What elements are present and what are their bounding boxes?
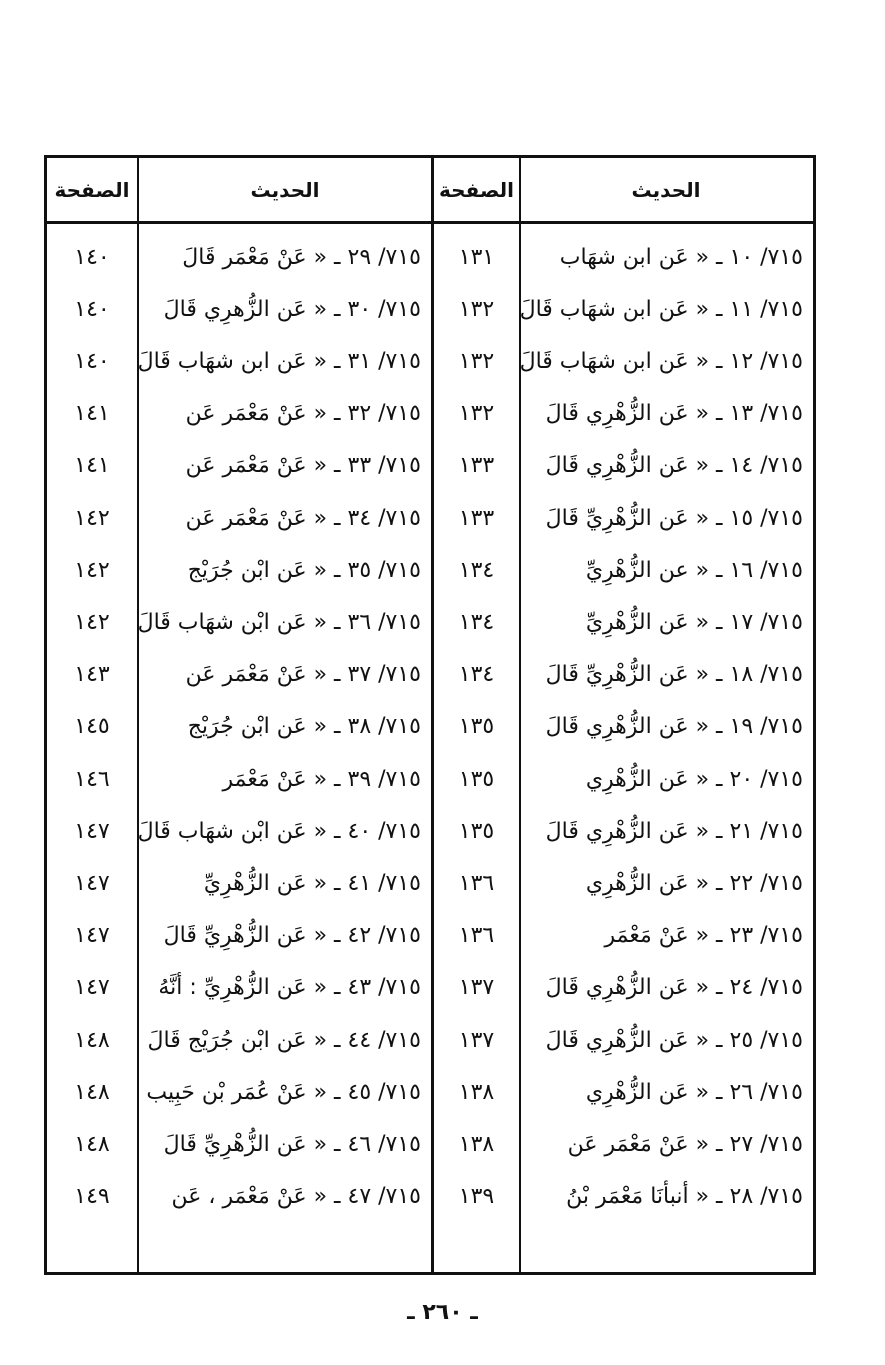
hadith-entry: ٧١٥/ ١٤ ـ « عَن الزُّهْرِي قَالَ: [545, 453, 803, 479]
hadith-entry: ٧١٥/ ٤٧ ـ « عَنْ مَعْمَر ، عَن: [171, 1184, 421, 1210]
page-ref: ١٣٥: [458, 714, 495, 740]
hadith-entry: ٧١٥/ ٢٧ ـ « عَنْ مَعْمَر عَن: [567, 1131, 803, 1157]
hadith-entry: ٧١٥/ ٢٦ ـ « عَن الزُّهْرِي: [585, 1079, 803, 1105]
header-page-left: الصفحة: [54, 177, 130, 202]
hadith-entry: ٧١٥/ ٢٤ ـ « عَن الزُّهْرِي قَالَ: [545, 975, 803, 1001]
hadith-entry: ٧١٥/ ٤٤ ـ « عَن ابْن جُرَيْج قَالَ: [147, 1027, 421, 1053]
header-rule: [47, 221, 813, 224]
hadith-entry: ٧١٥/ ١٣ ـ « عَن الزُّهْرِي قَالَ: [545, 401, 803, 427]
hadith-entry: ٧١٥/ ٢٣ ـ « عَنْ مَعْمَر: [604, 923, 803, 949]
hadith-entry: ٧١٥/ ٣٩ ـ « عَنْ مَعْمَر: [222, 766, 421, 792]
hadith-entry: ٧١٥/ ٤٦ ـ « عَن الزُّهْرِيِّ قَالَ: [163, 1131, 421, 1157]
hadith-entry: ٧١٥/ ٤٣ ـ « عَن الزُّهْرِيِّ : أنَّهُ: [158, 975, 421, 1001]
hadith-entry: ٧١٥/ ١٢ ـ « عَن ابن شهَاب قَالَ: [519, 348, 803, 374]
page-ref: ١٤٨: [74, 1131, 110, 1157]
hadith-entry: ٧١٥/ ٤٢ ـ « عَن الزُّهْرِيِّ قَالَ: [163, 923, 421, 949]
table-row: [47, 596, 813, 648]
page-ref: ١٤٢: [74, 557, 110, 583]
table-row: [47, 231, 813, 283]
page-ref: ١٤١: [74, 401, 110, 427]
page-ref: ١٤٨: [74, 1079, 110, 1105]
hadith-entry: ٧١٥/ ١٧ ـ « عَن الزُّهْرِيِّ: [585, 609, 803, 635]
page-ref: ١٣٢: [458, 296, 495, 322]
hadith-entry: ٧١٥/ ١٥ ـ « عَن الزُّهْرِيِّ قَالَ: [545, 505, 803, 531]
page-ref: ١٣٥: [458, 766, 495, 792]
page-ref: ١٤٣: [74, 662, 110, 688]
header-hadith-right: الحديث: [631, 177, 701, 202]
page-ref: ١٣٧: [458, 975, 495, 1001]
hadith-entry: ٧١٥/ ٣٥ ـ « عَن ابْن جُرَيْج: [187, 557, 421, 583]
hadith-entry: ٧١٥/ ٣٦ ـ « عَن ابْن شهَاب قَالَ: [137, 609, 421, 635]
hadith-entry: ٧١٥/ ٣١ ـ « عَن ابن شهَاب قَالَ: [137, 348, 421, 374]
hadith-entry: ٧١٥/ ٤١ ـ « عَن الزُّهْرِيِّ: [203, 870, 421, 896]
hadith-entry: ٧١٥/ ١١ ـ « عَن ابن شهَاب قَالَ: [519, 296, 803, 322]
page-ref: ١٣٥: [458, 818, 495, 844]
page-ref: ١٤٧: [74, 870, 110, 896]
hadith-entry: ٧١٥/ ٢٥ ـ « عَن الزُّهْرِي قَالَ: [545, 1027, 803, 1053]
page-ref: ١٣٢: [458, 348, 495, 374]
page-ref: ١٤٧: [74, 923, 110, 949]
page-ref: ١٣٣: [458, 505, 495, 531]
table-row: [47, 335, 813, 387]
page-ref: ١٤٠: [74, 296, 110, 322]
page-ref: ١٣٦: [458, 923, 495, 949]
page-ref: ١٣٩: [458, 1184, 495, 1210]
hadith-entry: ٧١٥/ ٢٩ ـ « عَنْ مَعْمَر قَالَ: [182, 244, 421, 270]
hadith-entry: ٧١٥/ ٢٠ ـ « عَن الزُّهْرِي: [585, 766, 803, 792]
hadith-entry: ٧١٥/ ١٩ ـ « عَن الزُّهْرِي قَالَ: [545, 714, 803, 740]
hadith-entry: ٧١٥/ ١٨ ـ « عَن الزُّهْرِيِّ قَالَ: [545, 662, 803, 688]
table-row: [47, 1171, 813, 1223]
table-row: [47, 857, 813, 909]
page-ref: ١٣٤: [458, 609, 495, 635]
hadith-entry: ٧١٥/ ٣٧ ـ « عَنْ مَعْمَر عَن: [185, 662, 421, 688]
hadith-entry: ٧١٥/ ٢١ ـ « عَن الزُّهْرِي قَالَ: [545, 818, 803, 844]
page-ref: ١٤٩: [74, 1184, 110, 1210]
table-row: [47, 753, 813, 805]
header-page-right: الصفحة: [439, 177, 515, 202]
page-ref: ١٤٥: [74, 714, 110, 740]
table-row: [47, 544, 813, 596]
hadith-entry: ٧١٥/ ٢٨ ـ « أنبأنَا مَعْمَر بْنُ: [566, 1184, 803, 1210]
page-ref: ١٤٠: [74, 244, 110, 270]
table-row: [47, 1014, 813, 1066]
page-ref: ١٣٤: [458, 662, 495, 688]
page-ref: ١٣٧: [458, 1027, 495, 1053]
table-row: [47, 1118, 813, 1170]
page-ref: ١٣٤: [458, 557, 495, 583]
page-ref: ١٤١: [74, 453, 110, 479]
table-row: [47, 440, 813, 492]
page-ref: ١٣٨: [458, 1131, 495, 1157]
page-ref: ١٣٨: [458, 1079, 495, 1105]
page-ref: ١٤٢: [74, 609, 110, 635]
hadith-entry: ٧١٥/ ٣٠ ـ « عَن الزُّهرِي قَالَ: [163, 296, 421, 322]
table-row: [47, 388, 813, 440]
page-ref: ١٣٦: [458, 870, 495, 896]
page-ref: ١٤٢: [74, 505, 110, 531]
page-ref: ١٤٠: [74, 348, 110, 374]
hadith-entry: ٧١٥/ ١٠ ـ « عَن ابن شهَاب: [559, 244, 803, 270]
table-row: [47, 962, 813, 1014]
table-row: [47, 805, 813, 857]
page-ref: ١٤٧: [74, 818, 110, 844]
page-ref: ١٣٣: [458, 453, 495, 479]
hadith-entry: ٧١٥/ ٣٣ ـ « عَنْ مَعْمَر عَن: [185, 453, 421, 479]
page-ref: ١٤٦: [74, 766, 110, 792]
hadith-entry: ٧١٥/ ٤٥ ـ « عَنْ عُمَر بْن حَبِيب: [146, 1079, 421, 1105]
table-row: [47, 649, 813, 701]
hadith-entry: ٧١٥/ ٢٢ ـ « عَن الزُّهْرِي: [585, 870, 803, 896]
page-number: ـ ٢٦٠ ـ: [407, 1300, 478, 1325]
table-row: [47, 1066, 813, 1118]
header-hadith-left: الحديث: [250, 177, 320, 202]
hadith-entry: ٧١٥/ ١٦ ـ « عن الزُّهْرِيِّ: [585, 557, 803, 583]
table-row: [47, 492, 813, 544]
hadith-index-table: [44, 155, 816, 1275]
page-ref: ١٣١: [458, 244, 495, 270]
table-row: [47, 701, 813, 753]
hadith-entry: ٧١٥/ ٣٤ ـ « عَنْ مَعْمَر عَن: [185, 505, 421, 531]
page-ref: ١٤٧: [74, 975, 110, 1001]
hadith-entry: ٧١٥/ ٣٢ ـ « عَنْ مَعْمَر عَن: [185, 401, 421, 427]
hadith-entry: ٧١٥/ ٤٠ ـ « عَن ابْن شهَاب قَالَ: [137, 818, 421, 844]
table-row: [47, 910, 813, 962]
page-ref: ١٣٢: [458, 401, 495, 427]
page-ref: ١٤٨: [74, 1027, 110, 1053]
hadith-entry: ٧١٥/ ٣٨ ـ « عَن ابْن جُرَيْج: [187, 714, 421, 740]
table-row: [47, 283, 813, 335]
